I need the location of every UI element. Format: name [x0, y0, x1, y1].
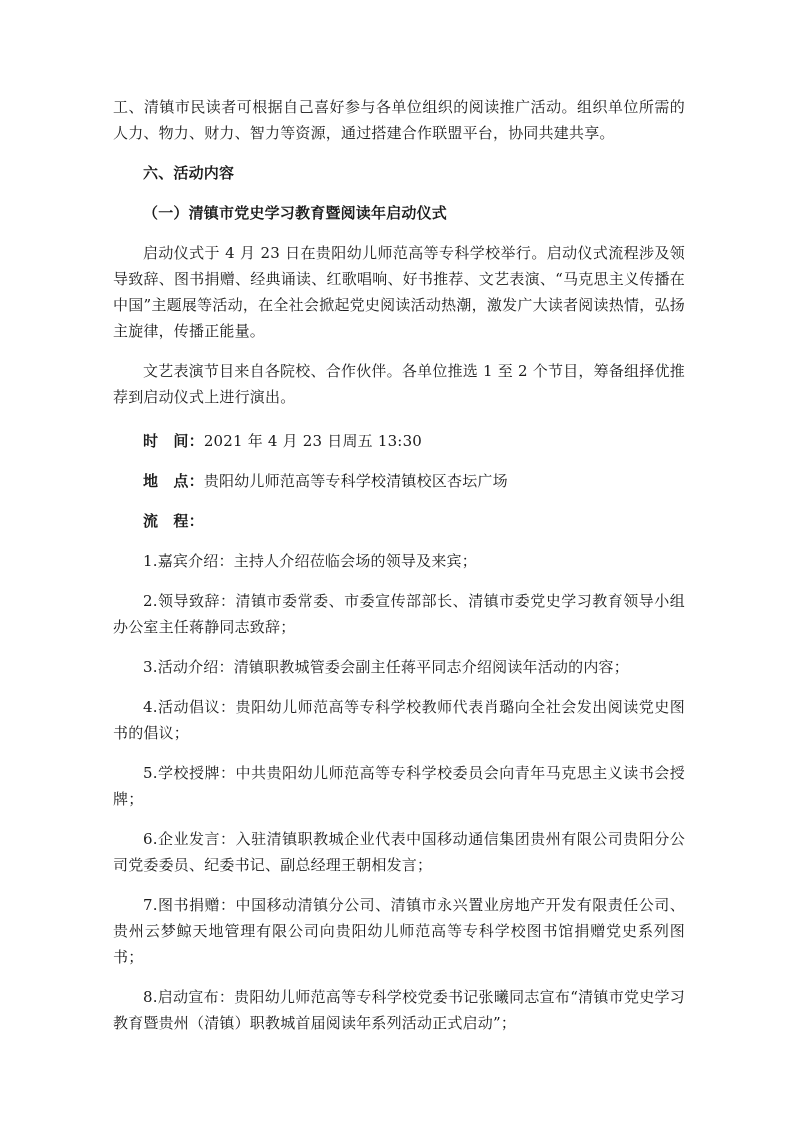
intro-paragraph: 工、清镇市民读者可根据自己喜好参与各单位组织的阅读推广活动。组织单位所需的人力、物力、财力、智力等资源，通过搭建合作联盟平台，协同共建共享。: [113, 98, 685, 142]
process-label: 流 程：: [143, 512, 204, 530]
process-item: 3.活动介绍：清镇职教城管委会副主任蒋平同志介绍阅读年活动的内容；: [143, 658, 629, 676]
time-label: 时 间：: [143, 432, 204, 450]
process-item: 1.嘉宾介绍：主持人介绍莅临会场的领导及来宾；: [143, 552, 477, 570]
time-line: [113, 428, 685, 454]
process-item: 7.图书捐赠：中国移动清镇分公司、清镇市永兴置业房地产开发有限责任公司、贵州云梦鲸天地管理有限公司向贵阳幼儿师范高等专科学校图书馆捐赠党史系列图书；: [113, 896, 685, 966]
document-body: [113, 94, 685, 1036]
process-item: 5.学校授牌：中共贵阳幼儿师范高等专科学校委员会向青年马克思主义读书会授牌；: [113, 764, 685, 808]
process-item: 2.领导致辞：清镇市委常委、市委宣传部部长、清镇市委党史学习教育领导小组办公室主任蒋静同志致辞；: [113, 592, 685, 636]
process-line: [113, 508, 685, 534]
place-value: 贵阳幼儿师范高等专科学校清镇校区杏坛广场: [203, 472, 508, 490]
process-item: 4.活动倡议：贵阳幼儿师范高等专科学校教师代表肖璐向全社会发出阅读党史图书的倡议；: [113, 698, 685, 742]
section-heading: 六、活动内容: [143, 164, 235, 182]
ceremony-paragraph: 启动仪式于 4 月 23 日在贵阳幼儿师范高等专科学校举行。启动仪式流程涉及领导致辞、图书捐赠、经典诵读、红歌唱响、好书推荐、文艺表演、“马克思主义传播在中国”主题展等活动，在全社会掀起党史阅读活动热潮，激发广大读者阅读热情，弘扬主旋律，传播正能量。: [113, 244, 685, 340]
performance-paragraph: 文艺表演节目来自各院校、合作伙伴。各单位推选 1 至 2 个节目，筹备组择优推荐到启动仪式上进行演出。: [113, 362, 685, 406]
time-value: 2021 年 4 月 23 日周五 13:30: [203, 432, 423, 450]
subsection-heading: （一）清镇市党史学习教育暨阅读年启动仪式: [143, 204, 448, 222]
place-line: [113, 468, 685, 494]
process-item: 8.启动宣布：贵阳幼儿师范高等专科学校党委书记张曦同志宣布“清镇市党史学习教育暨贵州（清镇）职教城首届阅读年系列活动正式启动”；: [113, 988, 685, 1032]
place-label: 地 点：: [143, 472, 204, 490]
process-item: 6.企业发言：入驻清镇职教城企业代表中国移动通信集团贵州有限公司贵阳分公司党委委员、纪委书记、副总经理王朝相发言；: [113, 830, 685, 874]
